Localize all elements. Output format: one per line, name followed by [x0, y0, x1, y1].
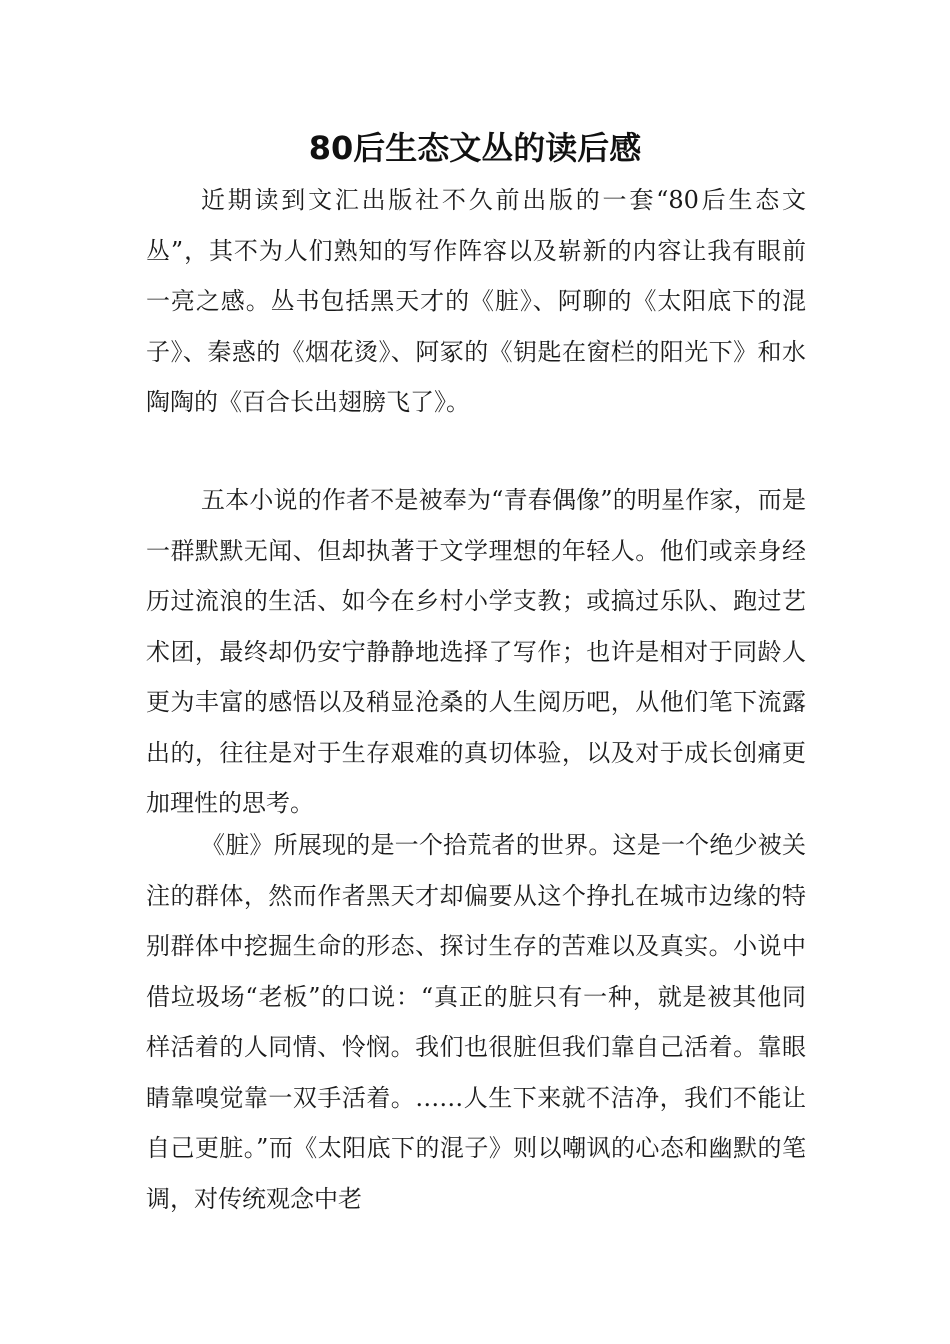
paragraph-zang: 《脏》所展现的是一个拾荒者的世界。这是一个绝少被关注的群体，然而作者黑天才却偏要从这个挣扎在城市边缘的特别群体中挖掘生命的形态、探讨生存的苦难以及真实。小说中借垃圾场“老板”的口说：“真正的脏只有一种，就是被其他同样活着的人同情、怜悯。我们也很脏但我们靠自己活着。靠眼睛靠嗅觉靠一双手活着。……人生下来就不洁净，我们不能让自己更脏。”而《太阳底下的混子》则以嘲讽的心态和幽默的笔调，对传统观念中老	[146, 831, 806, 1213]
paragraph-intro: 近期读到文汇出版社不久前出版的一套“80后生态文丛”，其不为人们熟知的写作阵容以及崭新的内容让我有眼前一亮之感。丛书包括黑天才的《脏》、阿聊的《太阳底下的混子》、秦惑的《烟花烫》、阿冢的《钥匙在窗栏的阳光下》和水陶陶的《百合长出翅膀飞了》。	[146, 186, 806, 416]
paragraph-authors: 五本小说的作者不是被奉为“青春偶像”的明星作家，而是一群默默无闻、但却执著于文学理想的年轻人。他们或亲身经历过流浪的生活、如今在乡村小学支教；或搞过乐队、跑过艺术团，最终却仍安宁静静地选择了写作；也许是相对于同龄人更为丰富的感悟以及稍显沧桑的人生阅历吧，从他们笔下流露出的，往往是对于生存艰难的真切体验，以及对于成长创痛更加理性的思考。	[146, 486, 806, 817]
document-title: 80后生态文丛的读后感	[308, 129, 642, 167]
